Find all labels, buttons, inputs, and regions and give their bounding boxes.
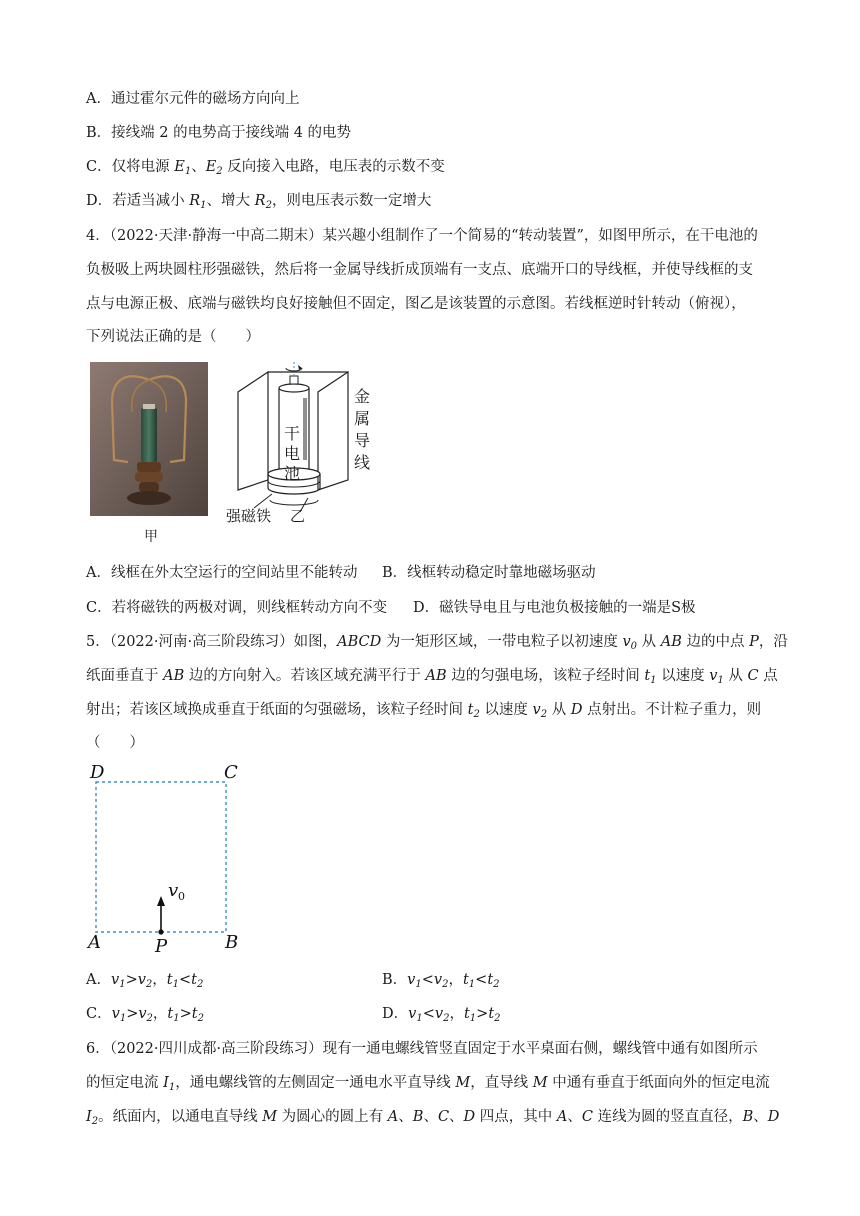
sub: 1 <box>650 675 657 686</box>
sub: 1 <box>416 1013 423 1024</box>
text: D．若适当减小 <box>86 193 190 209</box>
text: > <box>179 1006 192 1022</box>
text: 的恒定电流 <box>86 1075 164 1091</box>
text: 射出；若该区域换成垂直于纸面的匀强磁场，该粒子经时间 <box>86 702 468 718</box>
text: ，通电螺线管的左侧固定一通电水平直导线 <box>175 1075 456 1091</box>
label-char: 金 <box>354 387 371 406</box>
var: A <box>556 1109 568 1125</box>
var: B <box>412 1109 424 1125</box>
text: 中通有垂直于纸面向外的恒定电流 <box>547 1075 770 1091</box>
text: > <box>125 972 138 988</box>
sub: 2 <box>265 200 272 211</box>
text: 以速度 <box>656 668 710 684</box>
vertex-d: D <box>90 762 105 783</box>
var: C <box>581 1109 593 1125</box>
var: t <box>644 668 651 684</box>
text: B． <box>382 972 408 988</box>
sub: 2 <box>494 1013 501 1024</box>
q6-stem-line2 <box>86 1073 770 1098</box>
text: 为圆心的圆上有 <box>277 1109 388 1125</box>
text: C． <box>86 1006 112 1022</box>
var: D <box>570 702 583 718</box>
sub: 2 <box>146 1013 153 1024</box>
sub: 1 <box>172 979 179 990</box>
sub: 1 <box>173 1013 180 1024</box>
label-char: 线 <box>354 453 371 472</box>
var: t <box>487 972 494 988</box>
label-magnet: 强磁铁 <box>226 507 272 525</box>
sub: 1 <box>168 1082 176 1093</box>
var: t <box>467 702 474 718</box>
q5-stem-line2 <box>86 666 778 691</box>
text: 、 <box>449 1109 464 1125</box>
text: 边的中点 <box>681 634 750 650</box>
var: v <box>532 702 541 718</box>
text: ， <box>152 1006 168 1022</box>
text: 边的方向射入。若该区域充满平行于 <box>184 668 426 684</box>
q4-option-c: C．若将磁铁的两极对调，则线框转动方向不变 <box>86 600 388 616</box>
var: C <box>437 1109 450 1125</box>
text: 、 <box>567 1109 582 1125</box>
text: 、增大 <box>206 193 255 209</box>
var: P <box>749 634 759 650</box>
label-char: 电 <box>284 444 301 463</box>
point-p: P <box>155 936 168 956</box>
var: t <box>462 972 469 988</box>
var: AB <box>163 668 185 684</box>
vertex-c: C <box>224 762 238 783</box>
q5-option-c <box>86 1004 204 1029</box>
var: D <box>767 1109 780 1125</box>
text: ，直导线 <box>470 1075 533 1091</box>
sub: 2 <box>442 979 449 990</box>
q5-stem-line3 <box>86 700 761 725</box>
text: 四点，其中 <box>475 1109 557 1125</box>
var: v <box>709 668 718 684</box>
text: 从 <box>547 702 571 718</box>
sub: 2 <box>216 166 223 177</box>
var: B <box>742 1109 754 1125</box>
sub: 1 <box>119 979 126 990</box>
sub: 0 <box>630 641 638 652</box>
sub: 2 <box>493 979 500 990</box>
text: ，沿 <box>758 634 788 650</box>
var-e: E <box>205 159 217 175</box>
label-char: 池 <box>284 464 301 483</box>
text: 反向接入电路，电压表的示数不变 <box>222 159 445 175</box>
q5-figure-rectangle <box>84 758 254 956</box>
text: 、 <box>398 1109 413 1125</box>
var: v <box>110 972 120 988</box>
vertex-b: B <box>225 932 239 953</box>
q3-option-c <box>86 157 445 182</box>
sub: 1 <box>200 200 207 211</box>
text: > <box>126 1006 139 1022</box>
text: 点射出。不计粒子重力，则 <box>582 702 762 718</box>
figure-jia-photo <box>90 362 208 516</box>
text: 点 <box>758 668 778 684</box>
q3-option-b: B．接线端 2 的电势高于接线端 4 的电势 <box>86 125 352 141</box>
var: v <box>137 972 146 988</box>
text: 为一矩形区域，一带电粒子以初速度 <box>381 634 623 650</box>
text: 以速度 <box>479 702 533 718</box>
sub: 2 <box>473 709 480 720</box>
var: I <box>86 1109 92 1125</box>
text: ， <box>449 1006 464 1022</box>
q4-stem-line3: 点与电源正极、底端与磁铁均良好接触但不固定，图乙是该装置的示意图。若线框逆时针转动（俯视）， <box>86 296 746 312</box>
var: t <box>191 972 197 988</box>
q5-option-d <box>382 1004 501 1029</box>
velocity-sub: 0 <box>178 890 185 903</box>
sub: 1 <box>415 979 422 990</box>
var: M <box>262 1109 278 1125</box>
q4-stem-line4: 下列说法正确的是（ ） <box>86 329 260 345</box>
text: 5．（2022·河南·高三阶段练习）如图， <box>86 634 338 650</box>
text: ，则电压表示数一定增大 <box>271 193 432 209</box>
q6-stem-line3 <box>86 1107 779 1132</box>
var-r: R <box>189 193 201 209</box>
q4-option-a: A．线框在外太空运行的空间站里不能转动 <box>86 565 358 581</box>
sub: 2 <box>197 1013 204 1024</box>
var: t <box>191 1006 198 1022</box>
q3-option-a: A．通过霍尔元件的磁场方向向上 <box>86 91 300 107</box>
text: 、 <box>753 1109 768 1125</box>
text: 、 <box>423 1109 438 1125</box>
text: > <box>476 1006 489 1022</box>
var: M <box>455 1075 471 1091</box>
var: ABCD <box>337 634 382 650</box>
var: D <box>463 1109 476 1125</box>
text: D． <box>382 1006 409 1022</box>
var-r: R <box>254 193 266 209</box>
text: 从 <box>637 634 661 650</box>
figure-yi-caption: 乙 <box>290 507 306 525</box>
q4-option-b: B．线框转动稳定时靠地磁场驱动 <box>382 565 596 581</box>
var-e: E <box>174 159 185 175</box>
figure-jia-caption: 甲 <box>144 529 158 545</box>
text: < <box>179 972 192 988</box>
label-battery <box>284 424 300 484</box>
q3-option-d <box>86 191 431 216</box>
sub: 2 <box>196 979 204 990</box>
text: 。纸面内，以通电直导线 <box>98 1109 263 1125</box>
var: AB <box>660 634 682 650</box>
q4-stem-line2: 负极吸上两块圆柱形强磁铁，然后将一金属导线折成顶端有一支点、底端开口的导线框，并使导线框的支 <box>86 262 753 278</box>
text: C．仅将电源 <box>86 159 175 175</box>
text: 边的匀强电场，该粒子经时间 <box>446 668 645 684</box>
text: A． <box>86 972 111 988</box>
q5-stem-line1 <box>86 632 788 657</box>
velocity-v: v <box>168 880 179 901</box>
var: t <box>166 972 173 988</box>
q4-stem-line1: 4．（2022·天津·静海一中高二期末）某兴趣小组制作了一个简易的“转动装置”，如图甲所示，在干电池的 <box>86 228 758 244</box>
sub: 2 <box>91 1116 99 1127</box>
text: ， <box>152 972 167 988</box>
var: t <box>488 1006 495 1022</box>
var: v <box>433 972 443 988</box>
sub: 1 <box>468 979 476 990</box>
var: I <box>163 1075 169 1091</box>
vertex-a: A <box>88 932 101 953</box>
sub: 2 <box>443 1013 450 1024</box>
label-char: 干 <box>284 424 301 443</box>
var: M <box>532 1075 548 1091</box>
text: 、 <box>191 159 206 175</box>
sub: 1 <box>184 166 192 177</box>
q6-stem-line1: 6．（2022·四川成都·高三阶段练习）现有一通电螺线管竖直固定于水平桌面右侧，螺线管中通有如图所示 <box>86 1041 758 1057</box>
text: < <box>422 1006 435 1022</box>
sub: 1 <box>469 1013 477 1024</box>
var: v <box>138 1006 147 1022</box>
text: 从 <box>723 668 748 684</box>
text: 纸面垂直于 <box>86 668 164 684</box>
text: < <box>421 972 434 988</box>
var: v <box>622 634 631 650</box>
label-metal-wire <box>354 386 370 474</box>
var: AB <box>425 668 447 684</box>
var: v <box>111 1006 120 1022</box>
sub: 1 <box>119 1013 127 1024</box>
var: v <box>408 1006 417 1022</box>
var: v <box>407 972 416 988</box>
var: t <box>463 1006 470 1022</box>
label-char: 属 <box>354 409 371 428</box>
var: C <box>747 668 759 684</box>
var: t <box>167 1006 174 1022</box>
q4-option-d: D．磁铁导电且与电池负极接触的一端是S极 <box>413 600 696 616</box>
sub: 1 <box>717 675 724 686</box>
text: < <box>475 972 488 988</box>
q5-option-a <box>86 970 203 995</box>
text: ， <box>448 972 463 988</box>
q5-stem-line4: （ ） <box>86 735 144 751</box>
var: A <box>387 1109 399 1125</box>
q5-option-b <box>382 970 500 995</box>
label-char: 导 <box>354 431 371 450</box>
sub: 2 <box>540 709 548 720</box>
text: 连线为圆的竖直直径， <box>593 1109 743 1125</box>
sub: 2 <box>145 979 153 990</box>
var: v <box>434 1006 444 1022</box>
